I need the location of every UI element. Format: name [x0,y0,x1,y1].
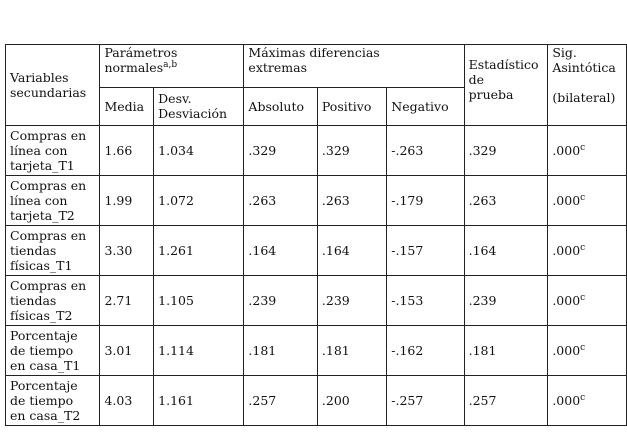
cell-desv: 1.261 [154,226,244,276]
row-name: Compras en línea con tarjeta_T2 [6,176,100,226]
row-name: Porcentaje de tiempo en casa_T2 [6,376,100,426]
cell-desv: 1.114 [154,326,244,376]
header-desv: Desv. Desviación [154,87,244,125]
cell-absoluto: .164 [244,226,317,276]
cell-desv: 1.034 [154,126,244,176]
cell-estadistico: .263 [464,176,548,226]
table-row [6,376,627,426]
cell-positivo: .329 [317,126,386,176]
header-estadistico: Estadístico de prueba [464,45,548,126]
header-positivo: Positivo [317,87,386,125]
cell-media: 2.71 [100,276,154,326]
table-row [6,126,627,176]
header-variables: Variables secundarias [6,45,100,126]
cell-negativo: -.179 [387,176,464,226]
table-row [6,226,627,276]
cell-sig: .000$^c$ [548,326,627,376]
cell-media: 1.99 [100,176,154,226]
cell-sig: .000$^c$ [548,176,627,226]
row-name: Compras en línea con tarjeta_T1 [6,126,100,176]
cell-estadistico: .181 [464,326,548,376]
cell-desv: 1.161 [154,376,244,426]
cell-estadistico: .239 [464,276,548,326]
cell-positivo: .239 [317,276,386,326]
cell-estadistico: .257 [464,376,548,426]
cell-absoluto: .329 [244,126,317,176]
cell-positivo: .200 [317,376,386,426]
cell-estadistico: .329 [464,126,548,176]
cell-negativo: -.157 [387,226,464,276]
header-media: Media [100,87,154,125]
row-name: Compras en tiendas físicas_T1 [6,226,100,276]
cell-sig: .000$^c$ [548,376,627,426]
header-absoluto: Absoluto [244,87,317,125]
table-row [6,326,627,376]
header-params: Parámetros normales$^{a,b}$ [100,45,244,88]
cell-negativo: -.162 [387,326,464,376]
cell-absoluto: .257 [244,376,317,426]
cell-desv: 1.072 [154,176,244,226]
cell-positivo: .263 [317,176,386,226]
cell-negativo: -.153 [387,276,464,326]
cell-sig: .000$^c$ [548,276,627,326]
cell-media: 4.03 [100,376,154,426]
cell-desv: 1.105 [154,276,244,326]
cell-positivo: .181 [317,326,386,376]
cell-negativo: -.257 [387,376,464,426]
cell-estadistico: .164 [464,226,548,276]
cell-negativo: -.263 [387,126,464,176]
cell-absoluto: .239 [244,276,317,326]
cell-sig: .000$^c$ [548,226,627,276]
statistics-table [5,44,627,426]
cell-media: 1.66 [100,126,154,176]
header-negativo: Negativo [387,87,464,125]
cell-positivo: .164 [317,226,386,276]
row-name: Porcentaje de tiempo en casa_T1 [6,326,100,376]
cell-media: 3.01 [100,326,154,376]
cell-media: 3.30 [100,226,154,276]
cell-absoluto: .263 [244,176,317,226]
row-name: Compras en tiendas físicas_T2 [6,276,100,326]
table-row [6,276,627,326]
cell-sig: .000$^c$ [548,126,627,176]
table-row [6,176,627,226]
header-maxdiff: Máximas diferencias extremas [244,45,464,88]
cell-absoluto: .181 [244,326,317,376]
header-sig: Sig. Asintótica (bilateral) [548,45,627,126]
